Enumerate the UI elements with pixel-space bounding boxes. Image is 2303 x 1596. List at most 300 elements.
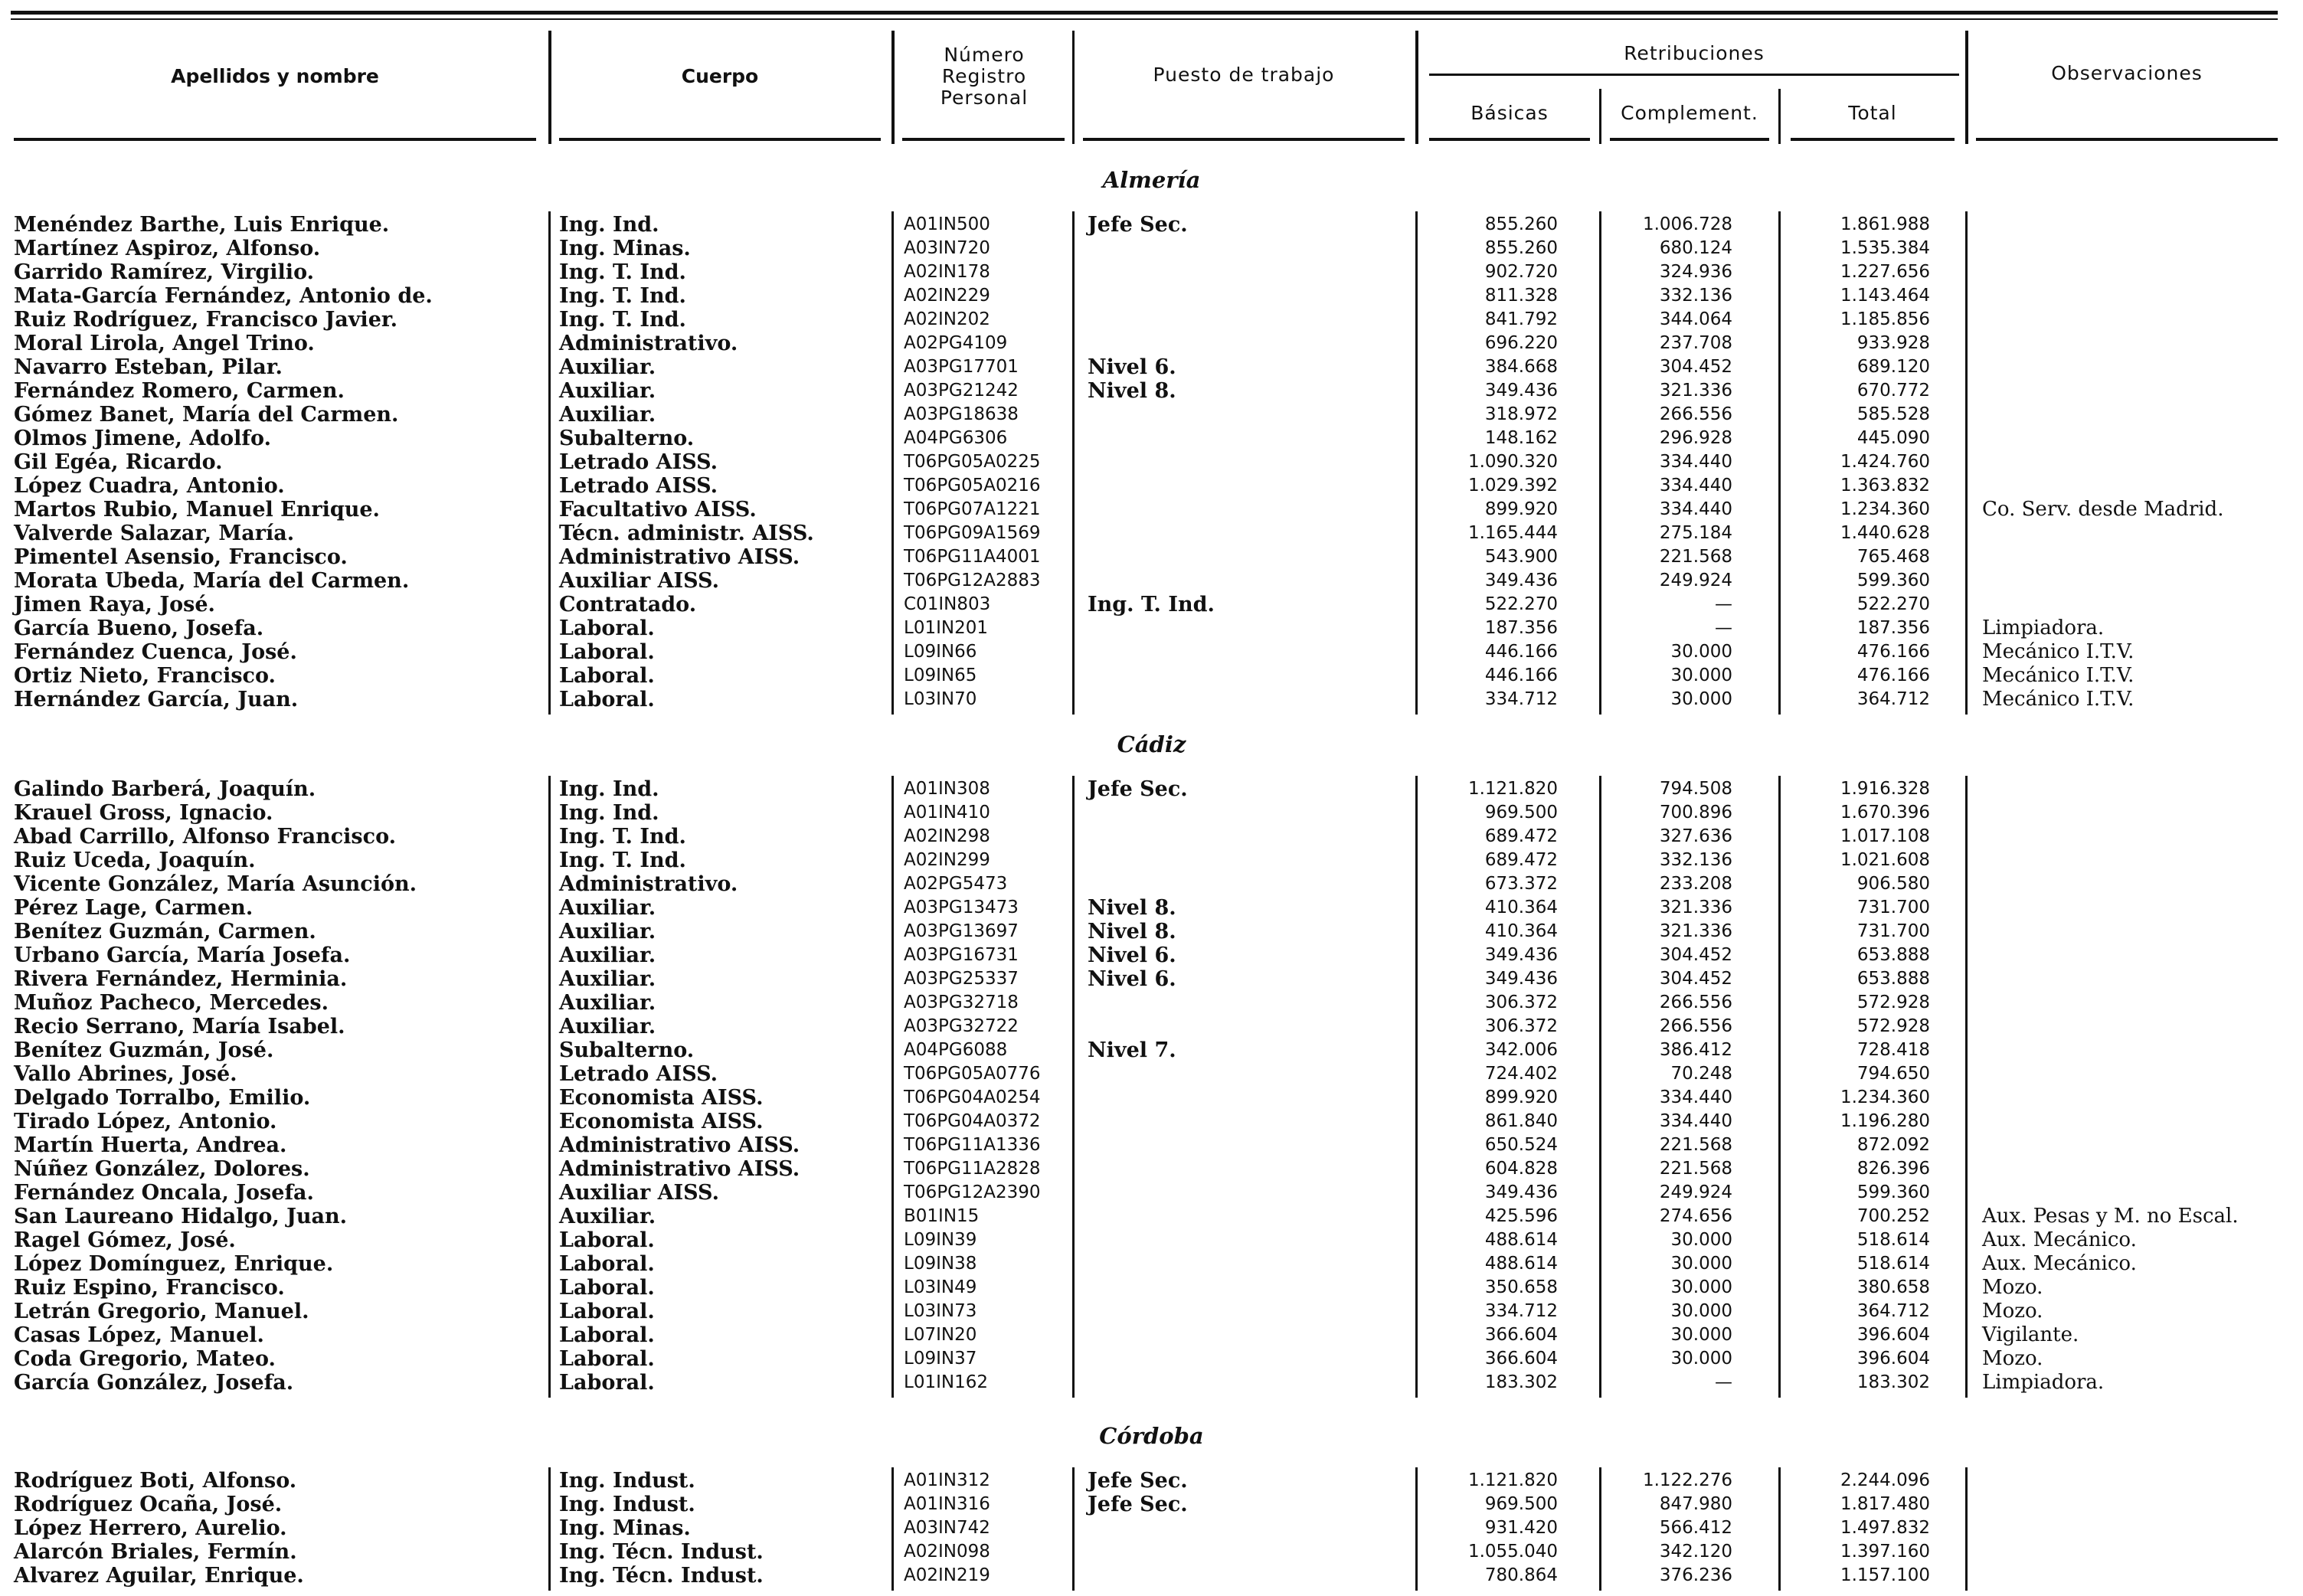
header-basicas: Básicas bbox=[1470, 102, 1549, 124]
basicas-cell: 148.162 bbox=[1484, 428, 1558, 448]
observaciones-cell: Aux. Mecánico. bbox=[1982, 1252, 2137, 1275]
person-name: Urbano García, María Josefa. bbox=[14, 944, 351, 967]
cuerpo-cell: Auxiliar. bbox=[559, 944, 656, 967]
table-row bbox=[0, 967, 2303, 991]
table-row bbox=[0, 213, 2303, 237]
person-name: Ruiz Uceda, Joaquín. bbox=[14, 849, 256, 872]
basicas-cell: 855.260 bbox=[1484, 238, 1558, 258]
header-bottom-rule bbox=[1791, 138, 1955, 141]
registro-cell: A03IN720 bbox=[904, 238, 990, 258]
column-divider bbox=[548, 211, 551, 715]
table-row bbox=[0, 920, 2303, 944]
person-name: Ruiz Espino, Francisco. bbox=[14, 1276, 285, 1300]
header-puesto: Puesto de trabajo bbox=[1153, 64, 1335, 86]
person-name: Tirado López, Antonio. bbox=[14, 1110, 277, 1133]
registro-cell: T06PG05A0225 bbox=[904, 452, 1041, 472]
person-name: Galindo Barberá, Joaquín. bbox=[14, 777, 316, 801]
table-row bbox=[0, 825, 2303, 849]
cuerpo-cell: Ing. Minas. bbox=[559, 1516, 691, 1540]
complement-cell: 266.556 bbox=[1659, 1016, 1732, 1036]
puesto-cell: Nivel 7. bbox=[1088, 1038, 1176, 1062]
basicas-cell: 187.356 bbox=[1484, 618, 1558, 638]
registro-cell: T06PG11A4001 bbox=[904, 547, 1041, 567]
basicas-cell: 349.436 bbox=[1484, 1182, 1558, 1202]
table-row bbox=[0, 379, 2303, 403]
column-divider bbox=[1415, 211, 1418, 715]
person-name: Alvarez Aguilar, Enrique. bbox=[14, 1564, 304, 1588]
header-divider bbox=[1965, 31, 1968, 144]
total-cell: 522.270 bbox=[1856, 594, 1930, 614]
total-cell: 1.440.628 bbox=[1840, 523, 1930, 543]
cuerpo-cell: Auxiliar. bbox=[559, 1015, 656, 1038]
column-divider bbox=[891, 1467, 894, 1591]
person-name: Moral Lirola, Angel Trino. bbox=[14, 332, 315, 355]
total-cell: 1.157.100 bbox=[1840, 1565, 1930, 1585]
column-divider bbox=[1965, 1467, 1968, 1591]
registro-cell: L09IN39 bbox=[904, 1230, 977, 1250]
header-bottom-rule bbox=[1429, 138, 1590, 141]
table-row bbox=[0, 498, 2303, 522]
complement-cell: 237.708 bbox=[1659, 333, 1732, 353]
complement-cell: 304.452 bbox=[1659, 945, 1732, 965]
total-cell: 765.468 bbox=[1856, 547, 1930, 567]
basicas-cell: 861.840 bbox=[1484, 1111, 1558, 1131]
table-row bbox=[0, 1252, 2303, 1276]
cuerpo-cell: Ing. Ind. bbox=[559, 801, 659, 825]
person-name: Fernández Oncala, Josefa. bbox=[14, 1181, 314, 1205]
complement-cell: 700.896 bbox=[1659, 803, 1732, 823]
basicas-cell: 969.500 bbox=[1484, 1494, 1558, 1514]
cuerpo-cell: Ing. Técn. Indust. bbox=[559, 1540, 764, 1564]
puesto-cell: Nivel 6. bbox=[1088, 967, 1176, 991]
basicas-cell: 366.604 bbox=[1484, 1349, 1558, 1369]
basicas-cell: 931.420 bbox=[1484, 1518, 1558, 1538]
complement-cell: 386.412 bbox=[1659, 1040, 1732, 1060]
complement-cell: 334.440 bbox=[1659, 499, 1732, 519]
header-divider bbox=[1415, 31, 1418, 144]
complement-cell: 1.122.276 bbox=[1642, 1470, 1732, 1490]
basicas-cell: 855.260 bbox=[1484, 214, 1558, 234]
registro-cell: A01IN308 bbox=[904, 779, 990, 799]
table-row bbox=[0, 1015, 2303, 1038]
header-divider bbox=[1599, 89, 1601, 144]
complement-cell: 233.208 bbox=[1659, 874, 1732, 894]
column-divider bbox=[1965, 776, 1968, 1398]
table-row bbox=[0, 664, 2303, 688]
observaciones-cell: Mozo. bbox=[1982, 1276, 2043, 1299]
cuerpo-cell: Subalterno. bbox=[559, 1038, 695, 1062]
basicas-cell: 425.596 bbox=[1484, 1206, 1558, 1226]
total-cell: 1.017.108 bbox=[1840, 826, 1930, 846]
total-cell: 1.185.856 bbox=[1840, 309, 1930, 329]
table-row bbox=[0, 1228, 2303, 1252]
basicas-cell: 841.792 bbox=[1484, 309, 1558, 329]
cuerpo-cell: Auxiliar. bbox=[559, 991, 656, 1015]
registro-cell: L03IN70 bbox=[904, 689, 977, 709]
column-divider bbox=[1965, 211, 1968, 715]
total-cell: 653.888 bbox=[1856, 945, 1930, 965]
complement-cell: 275.184 bbox=[1659, 523, 1732, 543]
registro-cell: A02IN178 bbox=[904, 262, 990, 282]
registro-cell: A04PG6088 bbox=[904, 1040, 1008, 1060]
basicas-cell: 780.864 bbox=[1484, 1565, 1558, 1585]
basicas-cell: 689.472 bbox=[1484, 850, 1558, 870]
table-row bbox=[0, 284, 2303, 308]
total-cell: 1.143.464 bbox=[1840, 286, 1930, 306]
cuerpo-cell: Auxiliar. bbox=[559, 403, 656, 427]
complement-cell: 249.924 bbox=[1659, 571, 1732, 590]
total-cell: 599.360 bbox=[1856, 1182, 1930, 1202]
header-observaciones: Observaciones bbox=[2051, 62, 2203, 84]
table-row bbox=[0, 1300, 2303, 1323]
basicas-cell: 724.402 bbox=[1484, 1064, 1558, 1084]
total-cell: 364.712 bbox=[1856, 689, 1930, 709]
basicas-cell: 1.055.040 bbox=[1467, 1542, 1558, 1562]
puesto-cell: Jefe Sec. bbox=[1088, 777, 1188, 801]
registro-cell: A03PG17701 bbox=[904, 357, 1019, 377]
cuerpo-cell: Administrativo. bbox=[559, 872, 738, 896]
table-row bbox=[0, 1347, 2303, 1371]
person-name: García Bueno, Josefa. bbox=[14, 616, 264, 640]
basicas-cell: 349.436 bbox=[1484, 969, 1558, 989]
person-name: Krauel Gross, Ignacio. bbox=[14, 801, 273, 825]
column-divider bbox=[1599, 776, 1601, 1398]
person-name: Mata-García Fernández, Antonio de. bbox=[14, 284, 433, 308]
cuerpo-cell: Ing. Técn. Indust. bbox=[559, 1564, 764, 1588]
person-name: López Domínguez, Enrique. bbox=[14, 1252, 334, 1276]
puesto-cell: Ing. T. Ind. bbox=[1088, 593, 1215, 616]
registro-cell: B01IN15 bbox=[904, 1206, 980, 1226]
total-cell: 1.497.832 bbox=[1840, 1518, 1930, 1538]
table-row bbox=[0, 1276, 2303, 1300]
table-row bbox=[0, 801, 2303, 825]
cuerpo-cell: Ing. Indust. bbox=[559, 1469, 695, 1493]
registro-cell: L01IN201 bbox=[904, 618, 988, 638]
registro-cell: L09IN37 bbox=[904, 1349, 977, 1369]
basicas-cell: 349.436 bbox=[1484, 945, 1558, 965]
complement-cell: 221.568 bbox=[1659, 547, 1732, 567]
total-cell: 476.166 bbox=[1856, 666, 1930, 685]
complement-cell: 296.928 bbox=[1659, 428, 1732, 448]
registro-cell: A03PG13473 bbox=[904, 898, 1019, 917]
complement-cell: 680.124 bbox=[1659, 238, 1732, 258]
table-row bbox=[0, 450, 2303, 474]
cuerpo-cell: Laboral. bbox=[559, 1228, 655, 1252]
header-total: Total bbox=[1848, 102, 1897, 124]
table-row bbox=[0, 896, 2303, 920]
complement-cell: 30.000 bbox=[1670, 642, 1732, 662]
cuerpo-cell: Administrativo. bbox=[559, 332, 738, 355]
cuerpo-cell: Auxiliar. bbox=[559, 896, 656, 920]
complement-cell: 249.924 bbox=[1659, 1182, 1732, 1202]
person-name: Navarro Esteban, Pilar. bbox=[14, 355, 283, 379]
total-cell: 396.604 bbox=[1856, 1325, 1930, 1345]
person-name: Muñoz Pacheco, Mercedes. bbox=[14, 991, 329, 1015]
person-name: Rivera Fernández, Herminia. bbox=[14, 967, 348, 991]
complement-cell: 304.452 bbox=[1659, 357, 1732, 377]
cuerpo-cell: Ing. T. Ind. bbox=[559, 308, 686, 332]
registro-cell: A02IN299 bbox=[904, 850, 990, 870]
total-cell: 1.817.480 bbox=[1840, 1494, 1930, 1514]
cuerpo-cell: Ing. T. Ind. bbox=[559, 260, 686, 284]
header-nombre: Apellidos y nombre bbox=[171, 65, 379, 87]
total-cell: 518.614 bbox=[1856, 1254, 1930, 1274]
complement-cell: 30.000 bbox=[1670, 689, 1732, 709]
complement-cell: 334.440 bbox=[1659, 1111, 1732, 1131]
cuerpo-cell: Auxiliar. bbox=[559, 920, 656, 944]
total-cell: 187.356 bbox=[1856, 618, 1930, 638]
total-cell: 794.650 bbox=[1856, 1064, 1930, 1084]
cuerpo-cell: Auxiliar. bbox=[559, 967, 656, 991]
person-name: Martín Huerta, Andrea. bbox=[14, 1133, 287, 1157]
basicas-cell: 410.364 bbox=[1484, 921, 1558, 941]
total-cell: 585.528 bbox=[1856, 404, 1930, 424]
cuerpo-cell: Ing. Indust. bbox=[559, 1493, 695, 1516]
person-name: Benítez Guzmán, José. bbox=[14, 1038, 274, 1062]
total-cell: 1.670.396 bbox=[1840, 803, 1930, 823]
total-cell: 2.244.096 bbox=[1840, 1470, 1930, 1490]
table-row bbox=[0, 640, 2303, 664]
person-name: Fernández Romero, Carmen. bbox=[14, 379, 345, 403]
total-cell: 906.580 bbox=[1856, 874, 1930, 894]
header-bottom-rule bbox=[1610, 138, 1769, 141]
person-name: Rodríguez Boti, Alfonso. bbox=[14, 1469, 297, 1493]
person-name: Vicente González, María Asunción. bbox=[14, 872, 417, 896]
cuerpo-cell: Letrado AISS. bbox=[559, 450, 718, 474]
total-cell: 933.928 bbox=[1856, 333, 1930, 353]
total-cell: 445.090 bbox=[1856, 428, 1930, 448]
complement-cell: 332.136 bbox=[1659, 286, 1732, 306]
complement-cell: 321.336 bbox=[1659, 921, 1732, 941]
table-row bbox=[0, 1086, 2303, 1110]
header-complement: Complement. bbox=[1621, 102, 1758, 124]
header-bottom-rule bbox=[1976, 138, 2278, 141]
column-divider bbox=[1778, 776, 1781, 1398]
cuerpo-cell: Administrativo AISS. bbox=[559, 1133, 800, 1157]
header-divider bbox=[548, 31, 551, 144]
cuerpo-cell: Subalterno. bbox=[559, 427, 695, 450]
basicas-cell: 673.372 bbox=[1484, 874, 1558, 894]
complement-cell: 266.556 bbox=[1659, 993, 1732, 1012]
total-cell: 872.092 bbox=[1856, 1135, 1930, 1155]
basicas-cell: 366.604 bbox=[1484, 1325, 1558, 1345]
complement-cell: 30.000 bbox=[1670, 1301, 1732, 1321]
cuerpo-cell: Contratado. bbox=[559, 593, 697, 616]
column-divider bbox=[1072, 776, 1075, 1398]
basicas-cell: 1.029.392 bbox=[1467, 476, 1558, 495]
column-divider bbox=[1778, 1467, 1781, 1591]
table-row bbox=[0, 474, 2303, 498]
table-row bbox=[0, 944, 2303, 967]
registro-cell: A03PG32718 bbox=[904, 993, 1019, 1012]
column-divider bbox=[891, 211, 894, 715]
registro-cell: A02PG4109 bbox=[904, 333, 1008, 353]
table-row bbox=[0, 355, 2303, 379]
registro-cell: L09IN65 bbox=[904, 666, 977, 685]
total-cell: 1.916.328 bbox=[1840, 779, 1930, 799]
table-row bbox=[0, 1516, 2303, 1540]
registro-cell: A03PG13697 bbox=[904, 921, 1019, 941]
complement-cell: — bbox=[1715, 594, 1732, 614]
column-divider bbox=[1072, 211, 1075, 715]
person-name: Núñez González, Dolores. bbox=[14, 1157, 310, 1181]
basicas-cell: 969.500 bbox=[1484, 803, 1558, 823]
cuerpo-cell: Ing. Ind. bbox=[559, 213, 659, 237]
section-title: Almería bbox=[1102, 167, 1201, 193]
header-cuerpo: Cuerpo bbox=[681, 65, 759, 87]
header-registro: Número Registro Personal bbox=[940, 44, 1029, 109]
table-row bbox=[0, 1540, 2303, 1564]
person-name: Benítez Guzmán, Carmen. bbox=[14, 920, 316, 944]
total-cell: 572.928 bbox=[1856, 1016, 1930, 1036]
total-cell: 1.535.384 bbox=[1840, 238, 1930, 258]
table-row bbox=[0, 688, 2303, 711]
registro-cell: A03PG18638 bbox=[904, 404, 1019, 424]
person-name: Garrido Ramírez, Virgilio. bbox=[14, 260, 315, 284]
registro-cell: A03PG16731 bbox=[904, 945, 1019, 965]
basicas-cell: 306.372 bbox=[1484, 993, 1558, 1012]
complement-cell: 30.000 bbox=[1670, 1230, 1732, 1250]
observaciones-cell: Vigilante. bbox=[1982, 1323, 2079, 1346]
puesto-cell: Nivel 6. bbox=[1088, 355, 1176, 379]
complement-cell: 794.508 bbox=[1659, 779, 1732, 799]
table-row bbox=[0, 1157, 2303, 1181]
column-divider bbox=[1778, 211, 1781, 715]
person-name: Valverde Salazar, María. bbox=[14, 522, 295, 545]
person-name: Gil Egéa, Ricardo. bbox=[14, 450, 223, 474]
total-cell: 826.396 bbox=[1856, 1159, 1930, 1179]
basicas-cell: 1.121.820 bbox=[1467, 1470, 1558, 1490]
header-divider bbox=[891, 31, 895, 144]
total-cell: 728.418 bbox=[1856, 1040, 1930, 1060]
complement-cell: 344.064 bbox=[1659, 309, 1732, 329]
puesto-cell: Nivel 8. bbox=[1088, 920, 1176, 944]
column-divider bbox=[891, 776, 894, 1398]
total-cell: 1.861.988 bbox=[1840, 214, 1930, 234]
basicas-cell: 446.166 bbox=[1484, 666, 1558, 685]
basicas-cell: 604.828 bbox=[1484, 1159, 1558, 1179]
person-name: Ortiz Nieto, Francisco. bbox=[14, 664, 276, 688]
complement-cell: 321.336 bbox=[1659, 898, 1732, 917]
column-divider bbox=[1415, 1467, 1418, 1591]
table-row bbox=[0, 593, 2303, 616]
complement-cell: 376.236 bbox=[1659, 1565, 1732, 1585]
person-name: Ruiz Rodríguez, Francisco Javier. bbox=[14, 308, 398, 332]
table-row bbox=[0, 308, 2303, 332]
complement-cell: 327.636 bbox=[1659, 826, 1732, 846]
complement-cell: 566.412 bbox=[1659, 1518, 1732, 1538]
basicas-cell: 650.524 bbox=[1484, 1135, 1558, 1155]
person-name: Fernández Cuenca, José. bbox=[14, 640, 297, 664]
header-divider bbox=[1778, 89, 1781, 144]
table-row bbox=[0, 1564, 2303, 1588]
cuerpo-cell: Ing. T. Ind. bbox=[559, 849, 686, 872]
complement-cell: 266.556 bbox=[1659, 404, 1732, 424]
registro-cell: A03PG25337 bbox=[904, 969, 1019, 989]
complement-cell: — bbox=[1715, 1372, 1732, 1392]
observaciones-cell: Mozo. bbox=[1982, 1300, 2043, 1323]
observaciones-cell: Co. Serv. desde Madrid. bbox=[1982, 498, 2224, 521]
table-row bbox=[0, 332, 2303, 355]
total-cell: 599.360 bbox=[1856, 571, 1930, 590]
basicas-cell: 811.328 bbox=[1484, 286, 1558, 306]
total-cell: 1.227.656 bbox=[1840, 262, 1930, 282]
registro-cell: A02IN202 bbox=[904, 309, 990, 329]
person-name: Letrán Gregorio, Manuel. bbox=[14, 1300, 309, 1323]
total-cell: 670.772 bbox=[1856, 381, 1930, 401]
column-divider bbox=[548, 1467, 551, 1591]
basicas-cell: 543.900 bbox=[1484, 547, 1558, 567]
observaciones-cell: Mecánico I.T.V. bbox=[1982, 640, 2135, 663]
complement-cell: — bbox=[1715, 618, 1732, 638]
basicas-cell: 1.165.444 bbox=[1467, 523, 1558, 543]
cuerpo-cell: Ing. T. Ind. bbox=[559, 825, 686, 849]
header-divider bbox=[1072, 31, 1075, 144]
header-retribuciones: Retribuciones bbox=[1624, 42, 1765, 64]
registro-cell: A02PG5473 bbox=[904, 874, 1008, 894]
registro-cell: A03IN742 bbox=[904, 1518, 990, 1538]
registro-cell: C01IN803 bbox=[904, 594, 991, 614]
table-row bbox=[0, 1038, 2303, 1062]
basicas-cell: 306.372 bbox=[1484, 1016, 1558, 1036]
person-name: Abad Carrillo, Alfonso Francisco. bbox=[14, 825, 396, 849]
person-name: Casas López, Manuel. bbox=[14, 1323, 264, 1347]
total-cell: 572.928 bbox=[1856, 993, 1930, 1012]
registro-cell: L09IN38 bbox=[904, 1254, 977, 1274]
registro-cell: A02IN229 bbox=[904, 286, 990, 306]
cuerpo-cell: Técn. administr. AISS. bbox=[559, 522, 814, 545]
person-name: Jimen Raya, José. bbox=[14, 593, 215, 616]
puesto-cell: Nivel 6. bbox=[1088, 944, 1176, 967]
cuerpo-cell: Economista AISS. bbox=[559, 1110, 764, 1133]
person-name: Coda Gregorio, Mateo. bbox=[14, 1347, 276, 1371]
observaciones-cell: Aux. Pesas y M. no Escal. bbox=[1982, 1205, 2239, 1228]
person-name: López Herrero, Aurelio. bbox=[14, 1516, 287, 1540]
observaciones-cell: Limpiadora. bbox=[1982, 1371, 2105, 1394]
basicas-cell: 488.614 bbox=[1484, 1254, 1558, 1274]
basicas-cell: 488.614 bbox=[1484, 1230, 1558, 1250]
total-cell: 731.700 bbox=[1856, 921, 1930, 941]
cuerpo-cell: Auxiliar. bbox=[559, 1205, 656, 1228]
complement-cell: 847.980 bbox=[1659, 1494, 1732, 1514]
complement-cell: 334.440 bbox=[1659, 1087, 1732, 1107]
registro-cell: T06PG11A1336 bbox=[904, 1135, 1041, 1155]
column-divider bbox=[1599, 1467, 1601, 1591]
cuerpo-cell: Administrativo AISS. bbox=[559, 1157, 800, 1181]
total-cell: 396.604 bbox=[1856, 1349, 1930, 1369]
registro-cell: A01IN410 bbox=[904, 803, 990, 823]
registro-cell: A04PG6306 bbox=[904, 428, 1008, 448]
table-row bbox=[0, 427, 2303, 450]
registro-cell: T06PG04A0254 bbox=[904, 1087, 1041, 1107]
complement-cell: 321.336 bbox=[1659, 381, 1732, 401]
registro-cell: T06PG05A0776 bbox=[904, 1064, 1041, 1084]
table-row bbox=[0, 1110, 2303, 1133]
basicas-cell: 334.712 bbox=[1484, 689, 1558, 709]
table-row bbox=[0, 260, 2303, 284]
person-name: Vallo Abrines, José. bbox=[14, 1062, 237, 1086]
basicas-cell: 384.668 bbox=[1484, 357, 1558, 377]
observaciones-cell: Aux. Mecánico. bbox=[1982, 1228, 2137, 1251]
complement-cell: 30.000 bbox=[1670, 1254, 1732, 1274]
basicas-cell: 349.436 bbox=[1484, 571, 1558, 590]
cuerpo-cell: Ing. T. Ind. bbox=[559, 284, 686, 308]
total-cell: 1.196.280 bbox=[1840, 1111, 1930, 1131]
registro-cell: L03IN49 bbox=[904, 1277, 977, 1297]
basicas-cell: 350.658 bbox=[1484, 1277, 1558, 1297]
header-bottom-rule bbox=[1083, 138, 1405, 141]
table-row bbox=[0, 545, 2303, 569]
